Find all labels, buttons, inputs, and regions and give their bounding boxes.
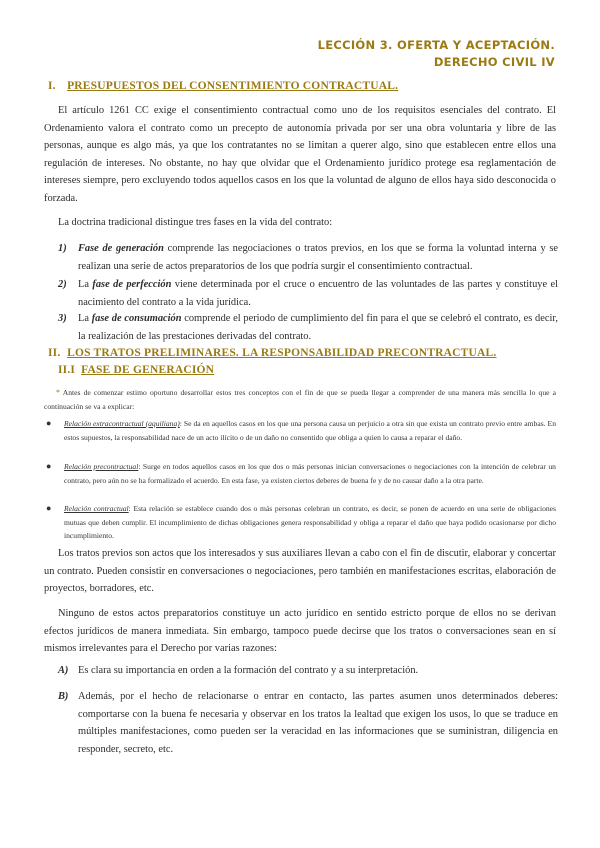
list-marker: 3) — [58, 313, 67, 324]
list-marker: 2) — [58, 279, 67, 290]
phase-keyword: fase de consumación — [91, 313, 182, 324]
section-1-title: PRESUPUESTOS DEL CONSENTIMIENTO CONTRACTUAL. — [67, 80, 399, 92]
note-intro: * Antes de comenzar estimo oportuno desarrollar estos tres conceptos con el fin de que se pueda llegar a comprender de una manera más sencilla lo que a continuación se va a explicar: — [44, 388, 557, 411]
list-item: 3) La fase de consumación comprende el periodo de cumplimiento del fin para el que se celebró el contrato, es decir, la realización de las prestaciones derivadas del contrato. — [58, 310, 558, 345]
definition-term: Relación precontractual — [64, 462, 139, 471]
subsection-title: FASE DE GENERACIÓN — [81, 364, 215, 376]
star-icon: * — [56, 388, 60, 397]
definition-bullet: ● Relación contractual: Esta relación se establece cuando dos o más personas celebran un contrato, es decir, se ponen de acuerdo en una serie de obligaciones mutuas que deben cumplir. El incumplimiento de dichas obligaciones genera responsabilidad y obliga a reparar el daño que haya podido ocasionarse por dicho incumplimiento. — [46, 503, 556, 541]
definition-term: Relación extracontractual (aquiliana) — [64, 419, 180, 428]
definition-bullet: ● Relación precontractual: Surge en todos aquellos casos en los que dos o más personas inician conversaciones o negociaciones con la intención de celebrar un contrato, pero aún no se ha formalizado el acuerdo. En esta fase, ya existen ciertos deberes de buena fe y de no causar daño a la otra parte. — [46, 461, 556, 485]
definition-term: Relación contractual — [64, 504, 129, 513]
paragraph: Ninguno de estos actos preparatorios constituye un acto jurídico en sentido estricto porque de ellos no se derivan efectos jurídicos de manera inmediata. Sin embargo, tampoco puede decirse que los tratos o conversaciones sean en sí mismos irrelevantes para el Derecho por varias razones: — [44, 608, 556, 654]
list-marker: 1) — [58, 243, 67, 254]
definition-bullet: ● Relación extracontractual (aquiliana): Se da en aquellos casos en los que una persona causa un perjuicio a otra sin que exista un contrato previo entre ambas. En estos supuestos, la responsabilidad nace de un acto ilícito o de un daño no consentido que obliga a quien lo causa a reparar el daño. — [46, 418, 556, 442]
section-2-heading — [48, 347, 496, 359]
list-item: 1) Fase de generación comprende las negociaciones o tratos previos, en los que se forma la voluntad interna y se realizan una serie de actos preparatorios de los que podría surgir el consentimiento contractual. — [58, 240, 558, 275]
section-1-number: I. — [48, 80, 56, 92]
lesson-title: LECCIÓN 3. OFERTA Y ACEPTACIÓN. — [317, 38, 555, 52]
paragraph: La doctrina tradicional distingue tres fases en la vida del contrato: — [58, 217, 333, 228]
course-title: DERECHO CIVIL IV — [433, 55, 555, 69]
phase-keyword: fase de perfección — [92, 279, 172, 290]
section-2-number: II. — [48, 347, 61, 359]
reason-marker: A) — [58, 665, 69, 676]
bullet-icon: ● — [46, 418, 52, 428]
reason-item: B) Además, por el hecho de relacionarse o entrar en contacto, las partes asumen unos determinados deberes: comportarse con la buena fe necesaria y observar en los tratos la lealtad que exigen los usos, lo que se traduce en múltiples manifestaciones, como pueden ser la veracidad en las informaciones que se suministran, diligencia en responder, secreto, etc. — [58, 688, 558, 758]
subsection-heading — [58, 364, 214, 376]
paragraph: El artículo 1261 CC exige el consentimiento contractual como uno de los requisitos esenciales del contrato. El Ordenamiento valora el contrato como un precepto de autonomía privada por ser una obra voluntaria y libre de las personas, aunque es algo más, ya que los contratantes no se limitan a querer algo, sino que establecen entre ellos una regulación de intereses. No obstante, no hay que olvidar que el Ordenamiento jurídico protege esa reglamentación de intereses siempre, pero excluyendo todos aquellos casos en los que la voluntad de alguno de ellos haya sido desconocida o forzada. — [44, 105, 556, 204]
section-2-title: LOS TRATOS PRELIMINARES. LA RESPONSABILIDAD PRECONTRACTUAL. — [67, 347, 497, 359]
bullet-icon: ● — [46, 503, 52, 513]
list-item: 2) La fase de perfección viene determinada por el cruce o encuentro de las voluntades de las partes y constituye el nacimiento del contrato a la vida jurídica. — [58, 276, 558, 311]
reason-marker: B) — [58, 691, 69, 702]
subsection-number: II.I — [58, 364, 76, 376]
paragraph: Los tratos previos son actos que los interesados y sus auxiliares llevan a cabo con el fin de discutir, elaborar y concertar un contrato. Pueden consistir en conversaciones o negociaciones, pero también en manifestaciones escritas, elaboración de proyectos, borradores, etc. — [44, 548, 556, 594]
phase-keyword: Fase de generación — [78, 243, 164, 254]
section-1-heading — [48, 80, 398, 92]
reason-item: A) Es clara su importancia en orden a la formación del contrato y a su interpretación. — [58, 662, 558, 680]
bullet-icon: ● — [46, 461, 52, 471]
